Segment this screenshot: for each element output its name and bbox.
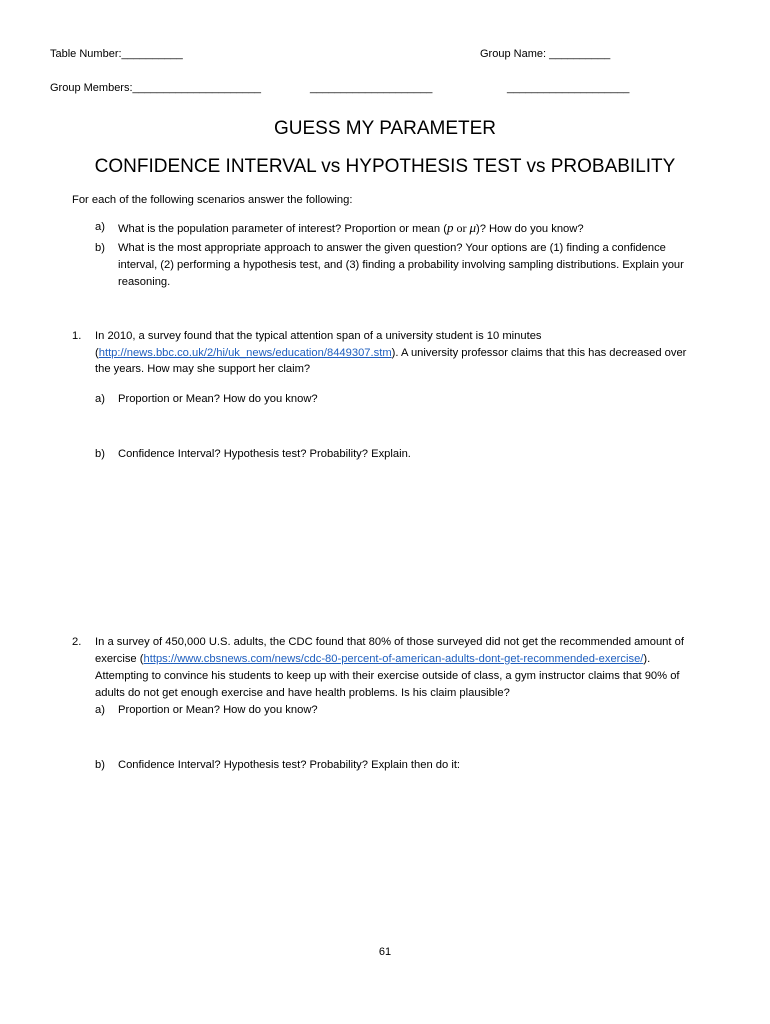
q1-line2-post: ). A university professor claims that this has decreased over — [391, 347, 687, 359]
q1-number: 1. — [72, 330, 82, 342]
p-symbol: p — [446, 220, 454, 235]
group-members-field: Group Members:_____________________ — [50, 82, 261, 94]
q1-paren: ( — [95, 347, 99, 359]
q1-b-marker: b) — [95, 448, 105, 460]
q2-b-text: Confidence Interval? Hypothesis test? Probability? Explain then do it: — [118, 759, 461, 771]
group-member-blank-2: ____________________ — [507, 82, 630, 94]
page-title: GUESS MY PARAMETER — [273, 118, 497, 139]
q2-line2-pre: exercise ( — [95, 653, 144, 665]
instruction-b-line1: What is the most appropriate approach to answer the given question? Your options are (1) finding a confidence — [118, 242, 666, 254]
instruction-a-text-post: )? How do you know? — [476, 223, 584, 235]
mu-symbol: μ — [469, 220, 476, 235]
instruction-a-marker: a) — [95, 221, 105, 233]
q2-line3: Attempting to convince his students to keep up with their exercise outside of class, a gym instructor claims that 90% of — [95, 670, 680, 682]
q2-number: 2. — [72, 636, 82, 648]
or-word: or — [453, 221, 470, 235]
instruction-a-text — [118, 219, 584, 238]
q2-line1: In a survey of 450,000 U.S. adults, the CDC found that 80% of those surveyed did not get the recommended amount of — [95, 636, 684, 648]
instruction-b-line2: interval, (2) performing a hypothesis test, and (3) finding a probability involving sampling distributions. Explain your — [118, 259, 684, 271]
q1-b-text: Confidence Interval? Hypothesis test? Probability? Explain. — [118, 448, 411, 460]
q1-line1: In 2010, a survey found that the typical attention span of a university student is 10 minutes — [95, 330, 542, 342]
instructions-intro: For each of the following scenarios answer the following: — [72, 194, 353, 206]
q2-line4: adults do not get enough exercise and have health problems. Is his claim plausible? — [95, 687, 510, 699]
instruction-a-text-pre: What is the population parameter of interest? Proportion or mean ( — [118, 223, 447, 235]
group-name-field: Group Name: __________ — [480, 48, 611, 60]
q2-a-marker: a) — [95, 704, 105, 716]
q1-a-marker: a) — [95, 393, 105, 405]
q2-b-marker: b) — [95, 759, 105, 771]
instruction-b-line3: reasoning. — [118, 276, 171, 288]
group-member-blank-1: ____________________ — [310, 82, 433, 94]
q1-line3: the years. How may she support her claim? — [95, 363, 311, 375]
page-subtitle: CONFIDENCE INTERVAL vs HYPOTHESIS TEST vs PROBABILITY — [94, 156, 676, 177]
q1-line2 — [95, 345, 686, 362]
q1-a-text: Proportion or Mean? How do you know? — [118, 393, 318, 405]
q1-source-link[interactable]: http://news.bbc.co.uk/2/hi/uk_news/education/8449307.stm — [98, 347, 392, 359]
q2-line2-post: ). — [643, 653, 651, 665]
q2-line2 — [95, 651, 650, 668]
q2-source-link[interactable]: https://www.cbsnews.com/news/cdc-80-percent-of-american-adults-dont-get-recommended-exercise/ — [143, 653, 644, 665]
q2-a-text: Proportion or Mean? How do you know? — [118, 704, 318, 716]
page-number: 61 — [378, 946, 392, 958]
table-number-field: Table Number:__________ — [50, 48, 183, 60]
instruction-b-marker: b) — [95, 242, 105, 254]
